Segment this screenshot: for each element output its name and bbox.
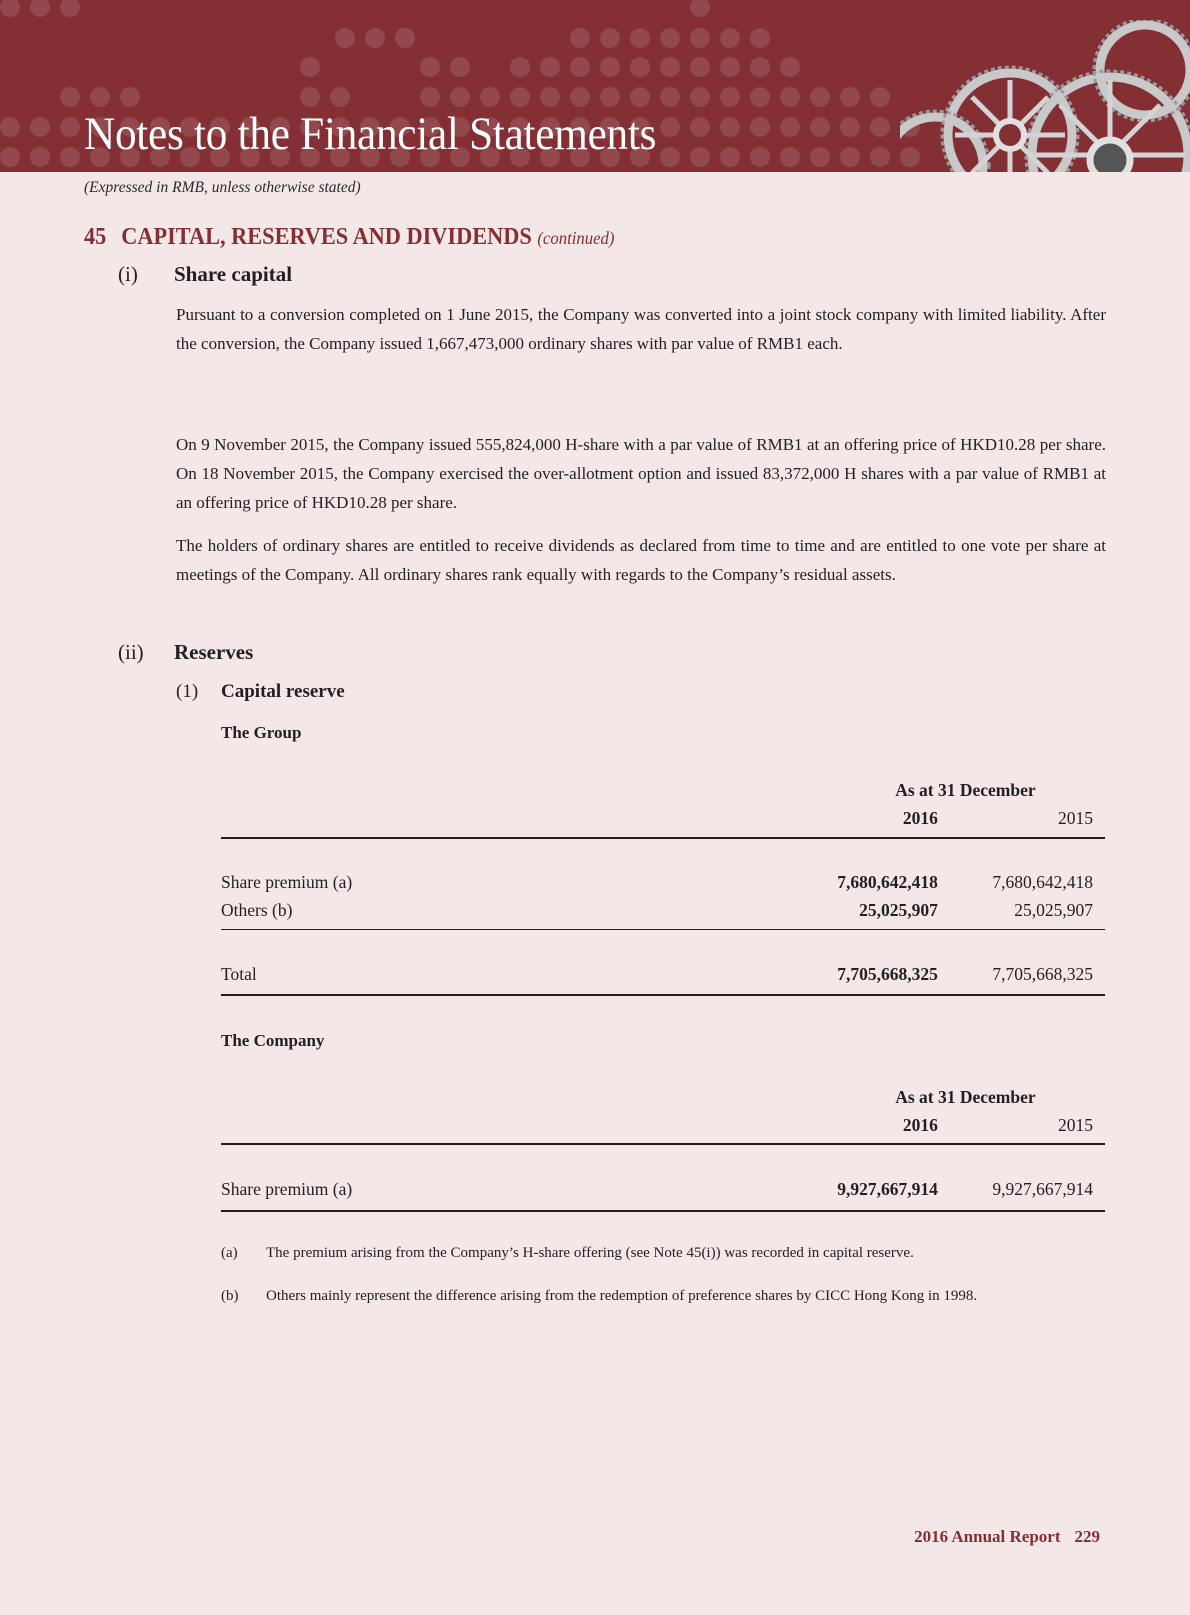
paragraph: On 9 November 2015, the Company issued 555,824,000 H-share with a par value of RMB1 at an offering price of HKD10.28 per share. On 18 November 2015, the Company exercised the over-allotment option and issued 83,372,000 H shares with a par value of RMB1 at an offering price of HKD10.28 per share. xyxy=(176,435,1106,512)
row-label: Share premium (a) xyxy=(221,1178,353,1199)
decorative-dot xyxy=(780,57,800,77)
decorative-dot xyxy=(690,57,710,77)
page-number: 229 xyxy=(1074,1527,1100,1546)
decorative-dot xyxy=(840,117,860,137)
footnote-text: Others mainly represent the difference arising from the redemption of preference shares by CICC Hong Kong in 1998. xyxy=(266,1288,978,1304)
subsection-title: Share capital xyxy=(174,262,293,286)
table-header-row xyxy=(221,776,1105,804)
decorative-dot xyxy=(60,87,80,107)
decorative-dot xyxy=(630,57,650,77)
decorative-dot xyxy=(840,147,860,167)
value-2015: 9,927,667,914 xyxy=(992,1178,1093,1199)
section-heading xyxy=(84,224,615,251)
table-header-row xyxy=(221,1111,1105,1139)
total-2015: 7,705,668,325 xyxy=(992,963,1093,984)
decorative-dot xyxy=(30,117,50,137)
table-header-row xyxy=(221,804,1105,832)
footnote-label: (b) xyxy=(221,1288,239,1304)
subsection-title: Reserves xyxy=(174,640,254,664)
value-2015: 7,680,642,418 xyxy=(992,871,1093,892)
decorative-dot xyxy=(720,87,740,107)
decorative-dot xyxy=(395,28,415,48)
decorative-dot xyxy=(750,147,770,167)
table-rule xyxy=(221,929,1105,930)
decorative-dot xyxy=(690,0,710,17)
decorative-dot xyxy=(660,87,680,107)
decorative-dot xyxy=(0,117,20,137)
page-subtitle: (Expressed in RMB, unless otherwise stated) xyxy=(84,179,361,196)
section-number: 45 xyxy=(84,224,107,250)
decorative-dot xyxy=(630,28,650,48)
group-capital-reserve-table xyxy=(221,776,1105,988)
total-label: Total xyxy=(221,963,257,984)
decorative-dot xyxy=(780,147,800,167)
table-rule xyxy=(221,837,1105,839)
decorative-dot xyxy=(30,0,50,17)
decorative-dot xyxy=(510,57,530,77)
decorative-dot xyxy=(750,117,770,137)
continued-label: (continued) xyxy=(537,228,615,248)
page-footer xyxy=(914,1527,1100,1547)
decorative-dot xyxy=(600,28,620,48)
decorative-dot xyxy=(780,117,800,137)
subsection-label: (ii) xyxy=(118,640,144,664)
period-label: As at 31 December xyxy=(895,779,1036,800)
decorative-dot xyxy=(420,57,440,77)
decorative-dot xyxy=(540,57,560,77)
column-header-2016: 2016 xyxy=(902,807,938,828)
decorative-dot xyxy=(570,57,590,77)
column-header-2015: 2015 xyxy=(1058,1114,1093,1135)
footnote-a xyxy=(221,1245,914,1262)
company-table-heading: The Company xyxy=(221,1031,325,1050)
decorative-dot xyxy=(870,147,890,167)
table-header-row xyxy=(221,1083,1105,1111)
footnote-label: (a) xyxy=(221,1245,238,1261)
table-rule xyxy=(221,994,1105,996)
value-2016: 9,927,667,914 xyxy=(837,1178,938,1199)
decorative-dot xyxy=(750,87,770,107)
decorative-dot xyxy=(720,147,740,167)
table-row xyxy=(221,1175,1105,1203)
decorative-dot xyxy=(660,117,680,137)
decorative-dot xyxy=(300,57,320,77)
row-label: Others (b) xyxy=(221,899,293,920)
decorative-dot xyxy=(600,57,620,77)
decorative-dot xyxy=(720,57,740,77)
decorative-dot xyxy=(450,57,470,77)
decorative-dot xyxy=(660,147,680,167)
decorative-dot xyxy=(810,147,830,167)
value-2016: 25,025,907 xyxy=(859,899,938,920)
group-table-heading: The Group xyxy=(221,723,302,742)
decorative-dot xyxy=(335,28,355,48)
decorative-dot xyxy=(660,28,680,48)
paragraph: The holders of ordinary shares are entitled to receive dividends as declared from time to time and are entitled to one vote per share at meetings of the Company. All ordinary shares rank equally with regards to the Company’s residual assets. xyxy=(176,536,1106,584)
report-name: 2016 Annual Report xyxy=(914,1527,1061,1546)
table-row xyxy=(221,896,1105,924)
decorative-dot xyxy=(720,117,740,137)
gears-illustration xyxy=(900,20,1190,172)
decorative-dot xyxy=(30,147,50,167)
section-title: CAPITAL, RESERVES AND DIVIDENDS xyxy=(121,224,532,250)
decorative-dot xyxy=(690,28,710,48)
subsection-label: (i) xyxy=(118,262,138,286)
decorative-dot xyxy=(0,0,20,17)
column-header-2015: 2015 xyxy=(1058,807,1093,828)
decorative-dot xyxy=(690,87,710,107)
row-label: Share premium (a) xyxy=(221,871,353,892)
decorative-dot xyxy=(720,28,740,48)
paragraph: Pursuant to a conversion completed on 1 June 2015, the Company was converted into a joint stock company with limited liability. After the conversion, the Company issued 1,667,473,000 ordinary shares with par value of RMB1 each. xyxy=(176,305,1106,353)
subheading-title: Capital reserve xyxy=(221,681,345,702)
subsection-heading-share-capital xyxy=(118,262,292,287)
table-total-row xyxy=(221,960,1105,988)
decorative-dot xyxy=(690,147,710,167)
decorative-dot xyxy=(570,28,590,48)
footnote-text: The premium arising from the Company’s H-share offering (see Note 45(i)) was recorded in capital reserve. xyxy=(266,1245,914,1261)
decorative-dot xyxy=(60,0,80,17)
decorative-dot xyxy=(750,28,770,48)
decorative-dot xyxy=(870,87,890,107)
decorative-dot xyxy=(60,117,80,137)
decorative-dot xyxy=(780,87,800,107)
decorative-dot xyxy=(870,117,890,137)
subheading-capital-reserve xyxy=(176,681,345,703)
total-2016: 7,705,668,325 xyxy=(837,963,938,984)
decorative-dot xyxy=(810,87,830,107)
decorative-dot xyxy=(690,117,710,137)
subsection-heading-reserves xyxy=(118,640,253,665)
decorative-dot xyxy=(750,57,770,77)
decorative-dot xyxy=(60,147,80,167)
value-2016: 7,680,642,418 xyxy=(837,871,938,892)
subheading-label: (1) xyxy=(176,681,199,702)
decorative-dot xyxy=(660,57,680,77)
decorative-dot xyxy=(365,28,385,48)
table-row xyxy=(221,868,1105,896)
page-title: Notes to the Financial Statements xyxy=(84,108,657,160)
header-band xyxy=(0,0,1190,172)
decorative-dot xyxy=(0,147,20,167)
decorative-dot xyxy=(810,117,830,137)
value-2015: 25,025,907 xyxy=(1014,899,1093,920)
column-header-2016: 2016 xyxy=(902,1114,938,1135)
decorative-dot xyxy=(840,87,860,107)
footnote-b xyxy=(221,1288,977,1305)
table-rule xyxy=(221,1143,1105,1145)
period-label: As at 31 December xyxy=(895,1086,1036,1107)
table-rule xyxy=(221,1210,1105,1212)
